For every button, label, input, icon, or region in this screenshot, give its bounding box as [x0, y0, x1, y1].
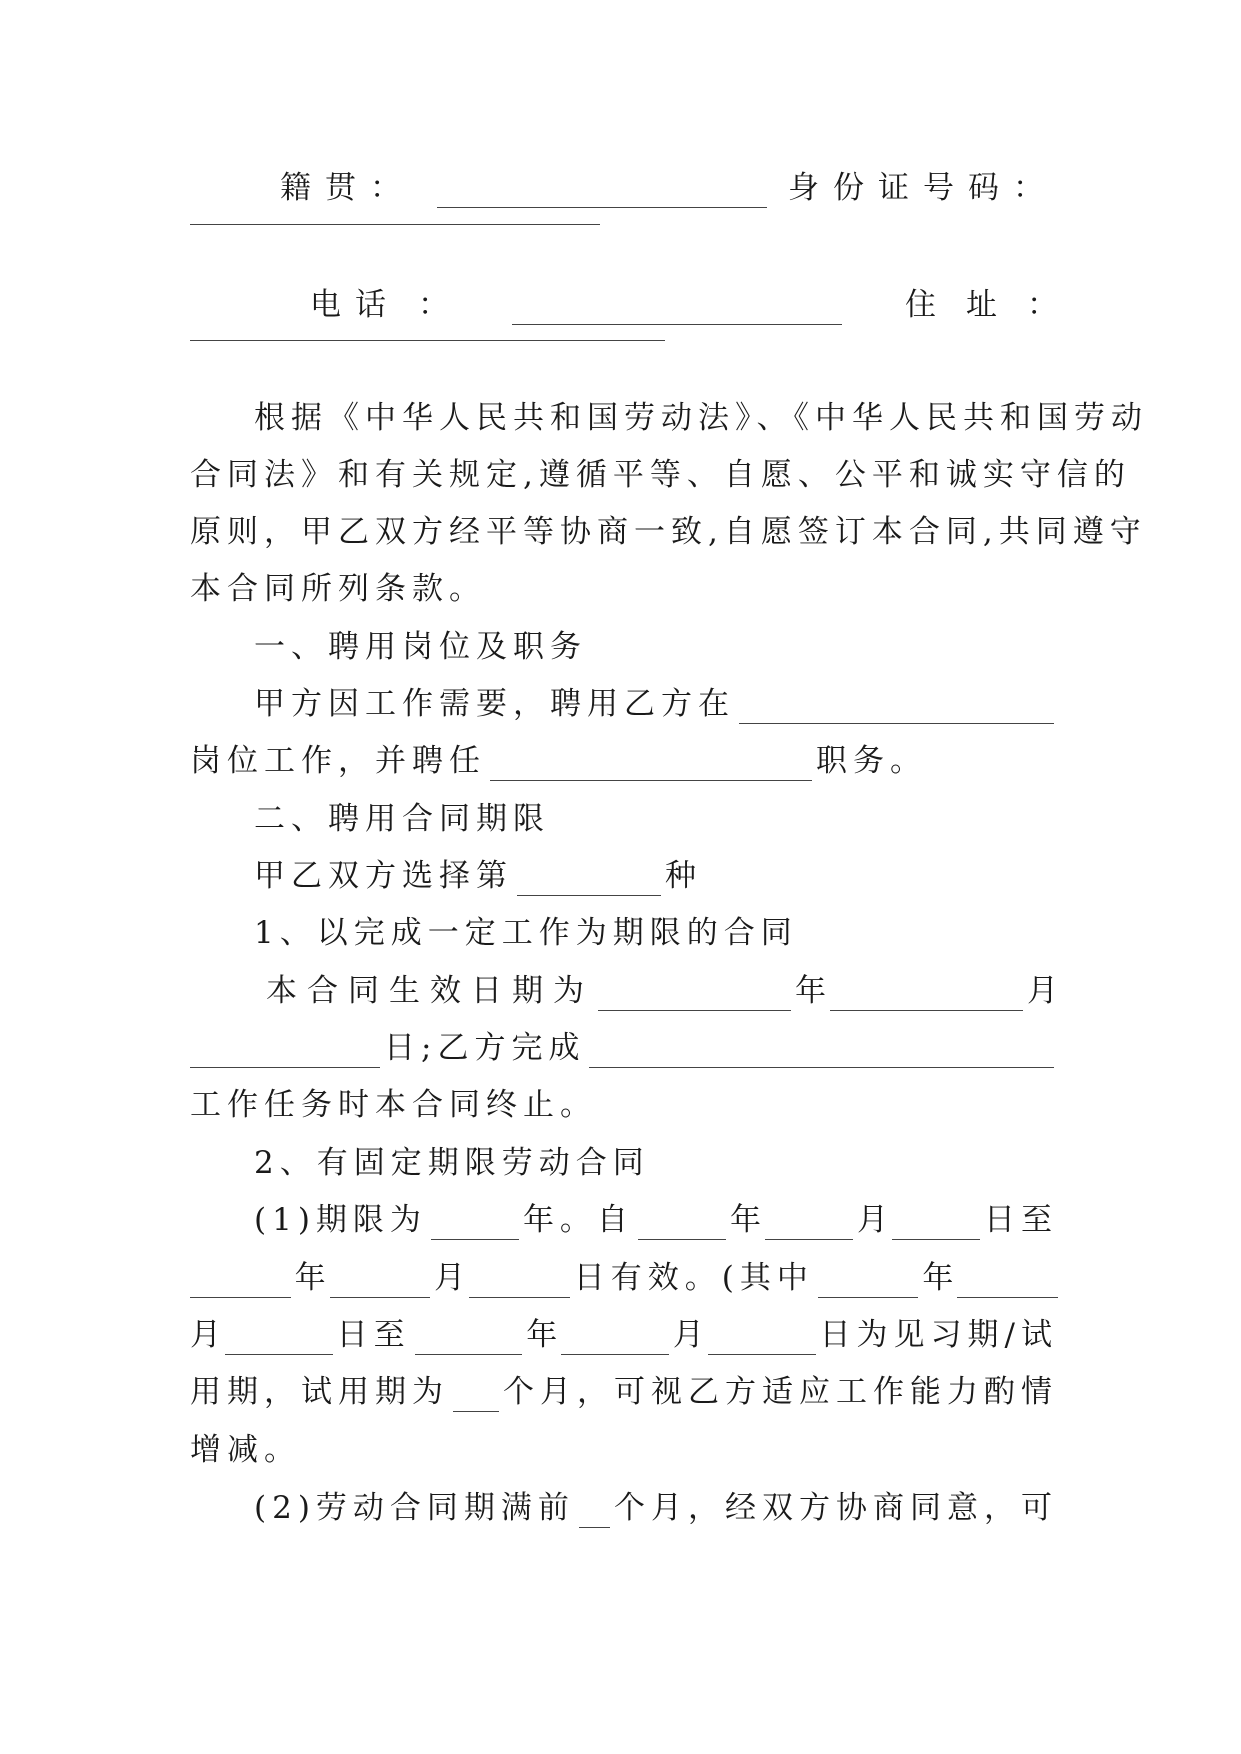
item1-line3: 工作任务时本合同终止。 — [190, 1087, 597, 1123]
intro-line-3: 原则，甲乙双方经平等协商一致,自愿签订本合同,共同遵守 — [190, 514, 1147, 550]
p3-c: 年 — [526, 1317, 558, 1353]
trial-months-blank[interactable] — [453, 1379, 499, 1412]
item1-l2-a: 日;乙方完成 — [384, 1030, 586, 1066]
section1-line1 — [190, 684, 1058, 724]
jiguan-label: 籍贯 — [280, 170, 370, 206]
section1-line2-a: 岗位工作，并聘任 — [190, 743, 486, 779]
p1-b: 年。自 — [522, 1202, 634, 1238]
p1-d: 月 — [856, 1202, 888, 1238]
section1-line1-text: 甲方因工作需要，聘用乙方在 — [254, 686, 735, 722]
section2-choose-line — [190, 856, 1058, 896]
phone-label: 电话 — [310, 287, 400, 323]
end-day-blank[interactable] — [469, 1265, 570, 1298]
trial-end-month-blank[interactable] — [561, 1322, 669, 1355]
section2-title: 二、聘用合同期限 — [254, 801, 550, 837]
section1-line2 — [190, 741, 1058, 781]
item1-l1-c: 月 — [1027, 973, 1058, 1009]
choose-a: 甲乙双方选择第 — [254, 858, 513, 894]
p3-e: 日为见习期/试 — [819, 1317, 1059, 1353]
intro-line-2: 合同法》和有关规定,遵循平等、自愿、公平和诚实守信的 — [190, 457, 1131, 493]
start-year-blank[interactable] — [638, 1207, 726, 1240]
jiguan-blank[interactable] — [437, 175, 767, 208]
p1-e: 日至 — [983, 1202, 1058, 1238]
trial-start-day-blank[interactable] — [225, 1322, 333, 1355]
item1-l1-b: 年 — [795, 973, 826, 1009]
effective-year-blank[interactable] — [598, 978, 791, 1011]
p2-c: 日有效。(其中 — [573, 1260, 814, 1296]
p4-a: 用期，试用期为 — [190, 1374, 449, 1410]
end-month-blank[interactable] — [330, 1265, 431, 1298]
item2-line3 — [190, 1315, 1058, 1355]
item1-title: 1、以完成一定工作为期限的合同 — [254, 915, 798, 951]
end-year-blank[interactable] — [190, 1265, 291, 1298]
p1-a: (1)期限为 — [254, 1202, 427, 1238]
duty-blank[interactable] — [490, 748, 812, 781]
jiguan-colon: ： — [370, 170, 415, 206]
item2-line2 — [190, 1258, 1058, 1298]
id-number-blank[interactable] — [190, 222, 600, 225]
phone-address-line — [190, 285, 1058, 325]
p1-c: 年 — [729, 1202, 761, 1238]
post-blank[interactable] — [739, 691, 1054, 724]
choose-b: 种 — [665, 858, 702, 894]
section1-title: 一、聘用岗位及职务 — [254, 629, 587, 665]
term-years-blank[interactable] — [431, 1207, 519, 1240]
p2-b: 月 — [434, 1260, 466, 1296]
item1-line2 — [190, 1028, 1058, 1068]
id-number-label: 身份证号码 — [788, 170, 1013, 206]
p4-b: 个月，可视乙方适应工作能力酌情 — [503, 1374, 1058, 1410]
q1-a: (2)劳动合同期满前 — [254, 1490, 575, 1526]
address-label: 住址 — [905, 287, 1027, 323]
item2-title: 2、有固定期限劳动合同 — [254, 1145, 650, 1181]
p3-a: 月 — [190, 1317, 221, 1353]
task-blank[interactable] — [589, 1035, 1054, 1068]
start-month-blank[interactable] — [765, 1207, 853, 1240]
effective-month-blank[interactable] — [830, 978, 1023, 1011]
section1-line2-b: 职务。 — [816, 743, 927, 779]
address-blank-line — [190, 338, 665, 341]
id-number-blank-line — [190, 222, 600, 225]
jiguan-id-line — [190, 168, 1058, 208]
item2-line5: 增减。 — [190, 1432, 301, 1468]
trial-end-day-blank[interactable] — [708, 1322, 816, 1355]
phone-blank[interactable] — [512, 292, 842, 325]
item1-l1-a: 本合同生效日期为 — [266, 973, 594, 1009]
id-number-colon: ： — [1013, 170, 1058, 206]
p2-a: 年 — [294, 1260, 326, 1296]
effective-day-blank[interactable] — [190, 1035, 380, 1068]
item1-line1 — [190, 971, 1058, 1011]
intro-line-1: 根据《中华人民共和国劳动法》、《中华人民共和国劳动 — [254, 400, 1148, 436]
address-colon: ： — [1027, 287, 1058, 323]
phone-colon: ： — [418, 287, 449, 323]
renewal-months-blank[interactable] — [579, 1495, 610, 1528]
item2-q1-line — [190, 1488, 1058, 1528]
item2-line1 — [190, 1200, 1058, 1240]
choice-blank[interactable] — [517, 863, 661, 896]
p2-d: 年 — [922, 1260, 954, 1296]
trial-start-year-blank[interactable] — [818, 1265, 919, 1298]
intro-line-4: 本合同所列条款。 — [190, 571, 486, 607]
p3-b: 日至 — [336, 1317, 411, 1353]
trial-end-year-blank[interactable] — [415, 1322, 523, 1355]
trial-start-month-blank[interactable] — [957, 1265, 1058, 1298]
q1-b: 个月，经双方协商同意，可 — [614, 1490, 1058, 1526]
p3-d: 月 — [672, 1317, 704, 1353]
start-day-blank[interactable] — [892, 1207, 980, 1240]
item2-line4 — [190, 1372, 1058, 1412]
address-blank[interactable] — [190, 338, 665, 341]
